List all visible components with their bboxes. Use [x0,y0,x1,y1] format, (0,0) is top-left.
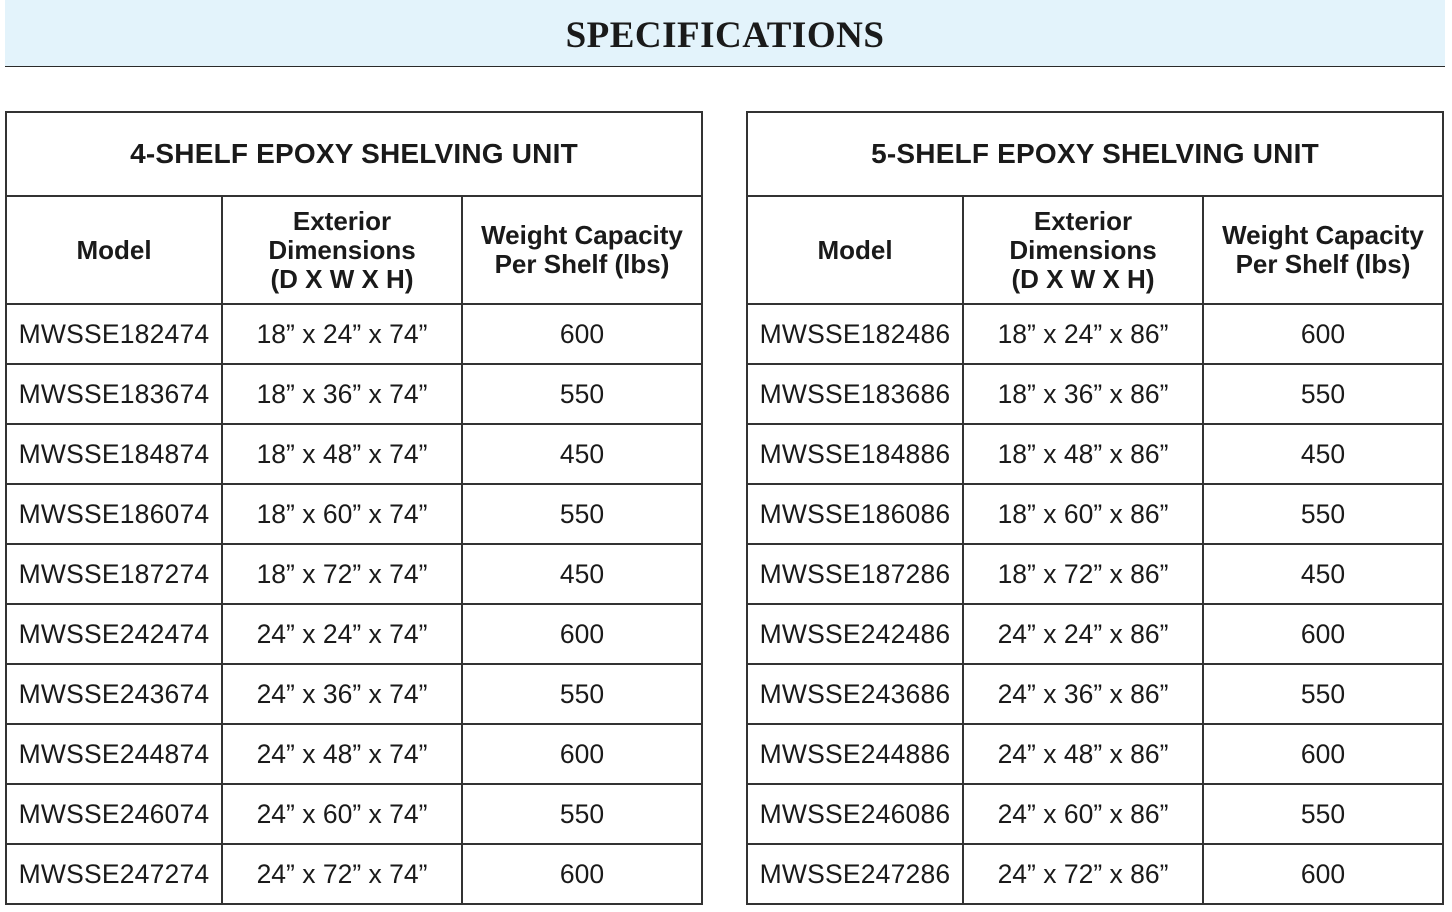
table-row [747,484,1443,544]
model-cell: MWSSE247274 [6,844,222,904]
column-header-capacity-line: Per Shelf (lbs) [1235,249,1411,279]
page-title: SPECIFICATIONS [565,14,885,56]
capacity-cell: 600 [462,604,702,664]
table-row [747,664,1443,724]
table-row [6,844,702,904]
table-row [747,784,1443,844]
dimensions-cell: 24” x 60” x 74” [222,784,462,844]
dimensions-cell: 18” x 24” x 86” [963,304,1203,364]
capacity-cell: 450 [462,424,702,484]
capacity-cell: 600 [462,304,702,364]
column-header-row [6,196,702,304]
table-title: 4-SHELF EPOXY SHELVING UNIT [6,112,702,196]
table-row [6,484,702,544]
column-header-model-label: Model [76,234,152,265]
capacity-cell: 550 [1203,364,1443,424]
model-cell: MWSSE182474 [6,304,222,364]
table-row [747,304,1443,364]
dimensions-cell: 24” x 72” x 86” [963,844,1203,904]
dimensions-cell: 24” x 48” x 74” [222,724,462,784]
column-header-dimensions-line: Dimensions [1009,234,1157,265]
model-cell: MWSSE186074 [6,484,222,544]
column-header-model [747,196,963,304]
capacity-cell: 450 [462,544,702,604]
dimensions-cell: 18” x 48” x 86” [963,424,1203,484]
dimensions-cell: 18” x 72” x 74” [222,544,462,604]
capacity-cell: 600 [1203,724,1443,784]
column-header-model [6,196,222,304]
table-row [6,604,702,664]
model-cell: MWSSE244886 [747,724,963,784]
model-cell: MWSSE186086 [747,484,963,544]
table-body [747,304,1443,904]
dimensions-cell: 18” x 36” x 86” [963,364,1203,424]
capacity-cell: 450 [1203,544,1443,604]
table-row [6,664,702,724]
dimensions-cell: 24” x 36” x 74” [222,664,462,724]
capacity-cell: 550 [462,364,702,424]
table-row [747,724,1443,784]
capacity-cell: 550 [1203,664,1443,724]
capacity-cell: 550 [462,784,702,844]
model-cell: MWSSE187286 [747,544,963,604]
model-cell: MWSSE187274 [6,544,222,604]
column-header-row [747,196,1443,304]
table-title-row [6,112,702,196]
model-cell: MWSSE182486 [747,304,963,364]
capacity-cell: 550 [462,484,702,544]
model-cell: MWSSE242486 [747,604,963,664]
dimensions-cell: 18” x 24” x 74” [222,304,462,364]
table-row [6,304,702,364]
table-row [747,544,1443,604]
table-row [6,724,702,784]
dimensions-cell: 18” x 60” x 86” [963,484,1203,544]
capacity-cell: 600 [462,844,702,904]
model-cell: MWSSE183686 [747,364,963,424]
model-cell: MWSSE183674 [6,364,222,424]
five-shelf-spec-table [746,111,1444,905]
column-header-dimensions [963,196,1203,304]
table-row [747,844,1443,904]
table-body [6,304,702,904]
capacity-cell: 600 [1203,304,1443,364]
table-row [747,424,1443,484]
column-header-capacity-line: Weight Capacity [481,220,683,250]
table-title: 5-SHELF EPOXY SHELVING UNIT [747,112,1443,196]
column-header-capacity-line: Per Shelf (lbs) [494,249,670,279]
dimensions-cell: 24” x 24” x 74” [222,604,462,664]
table-title-row [747,112,1443,196]
model-cell: MWSSE247286 [747,844,963,904]
column-header-dimensions [222,196,462,304]
column-header-dimensions-line: Exterior [1033,205,1133,236]
table-row [747,364,1443,424]
table-row [6,784,702,844]
dimensions-cell: 24” x 72” x 74” [222,844,462,904]
column-header-dimensions-line: Exterior [292,205,392,236]
model-cell: MWSSE246074 [6,784,222,844]
dimensions-cell: 24” x 60” x 86” [963,784,1203,844]
capacity-cell: 550 [462,664,702,724]
column-header-dimensions-line: (D X W X H) [1011,263,1155,294]
four-shelf-spec-table [5,111,703,905]
capacity-cell: 600 [1203,844,1443,904]
model-cell: MWSSE184886 [747,424,963,484]
capacity-cell: 600 [1203,604,1443,664]
column-header-dimensions-line: Dimensions [268,234,416,265]
column-header-capacity-line: Weight Capacity [1222,220,1424,250]
column-header-capacity [1203,196,1443,304]
model-cell: MWSSE243686 [747,664,963,724]
capacity-cell: 550 [1203,784,1443,844]
capacity-cell: 600 [462,724,702,784]
dimensions-cell: 18” x 48” x 74” [222,424,462,484]
capacity-cell: 550 [1203,484,1443,544]
dimensions-cell: 18” x 60” x 74” [222,484,462,544]
table-row [6,424,702,484]
model-cell: MWSSE243674 [6,664,222,724]
specifications-banner [5,0,1445,67]
dimensions-cell: 24” x 36” x 86” [963,664,1203,724]
table-row [6,364,702,424]
dimensions-cell: 24” x 24” x 86” [963,604,1203,664]
capacity-cell: 450 [1203,424,1443,484]
model-cell: MWSSE246086 [747,784,963,844]
table-row [747,604,1443,664]
column-header-dimensions-line: (D X W X H) [270,263,414,294]
column-header-capacity [462,196,702,304]
table-row [6,544,702,604]
dimensions-cell: 24” x 48” x 86” [963,724,1203,784]
model-cell: MWSSE244874 [6,724,222,784]
dimensions-cell: 18” x 36” x 74” [222,364,462,424]
model-cell: MWSSE184874 [6,424,222,484]
model-cell: MWSSE242474 [6,604,222,664]
column-header-model-label: Model [817,234,893,265]
dimensions-cell: 18” x 72” x 86” [963,544,1203,604]
